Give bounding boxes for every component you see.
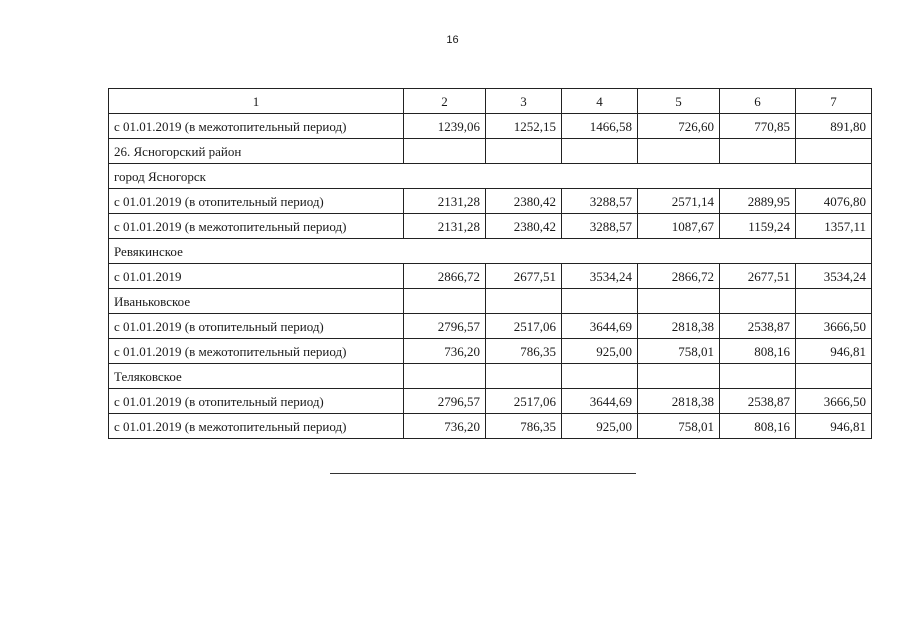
table-cell: 946,81: [796, 339, 872, 364]
row-label: с 01.01.2019 (в отопительный период): [109, 314, 404, 339]
table-cell: 1357,11: [796, 214, 872, 239]
table-row: [109, 289, 872, 314]
table-cell: 1466,58: [562, 114, 638, 139]
table-cell: 2517,06: [486, 314, 562, 339]
table-cell: 3644,69: [562, 314, 638, 339]
row-label: Иваньковское: [109, 289, 404, 314]
column-header: 1: [109, 89, 404, 114]
table-row: [109, 139, 872, 164]
table-cell: [486, 139, 562, 164]
row-label: с 01.01.2019 (в межотопительный период): [109, 339, 404, 364]
table-cell: 2889,95: [720, 189, 796, 214]
table-cell: [404, 289, 486, 314]
column-header: 5: [638, 89, 720, 114]
table-cell: 758,01: [638, 339, 720, 364]
table-cell: 3666,50: [796, 314, 872, 339]
table-cell: [562, 289, 638, 314]
row-label: город Ясногорск: [109, 164, 872, 189]
table-cell: 2866,72: [638, 264, 720, 289]
table-header-row: [109, 89, 872, 114]
table-cell: 786,35: [486, 414, 562, 439]
row-label: с 01.01.2019 (в отопительный период): [109, 189, 404, 214]
table-cell: [562, 364, 638, 389]
table-cell: 1087,67: [638, 214, 720, 239]
table-cell: 736,20: [404, 414, 486, 439]
table-cell: 808,16: [720, 414, 796, 439]
page-number: 16: [446, 34, 459, 46]
table-cell: 3288,57: [562, 214, 638, 239]
column-header: 7: [796, 89, 872, 114]
table-cell: 925,00: [562, 339, 638, 364]
table-cell: 2538,87: [720, 389, 796, 414]
table-row: [109, 314, 872, 339]
table-cell: 2796,57: [404, 314, 486, 339]
table-cell: 2538,87: [720, 314, 796, 339]
column-header: 4: [562, 89, 638, 114]
table-row: [109, 214, 872, 239]
table-cell: [720, 139, 796, 164]
table-cell: [486, 364, 562, 389]
table-cell: [404, 364, 486, 389]
table-cell: 1252,15: [486, 114, 562, 139]
bottom-divider: [330, 473, 636, 474]
table-cell: 2380,42: [486, 189, 562, 214]
table-cell: 4076,80: [796, 189, 872, 214]
table-row: [109, 114, 872, 139]
table-cell: [796, 139, 872, 164]
column-header: 2: [404, 89, 486, 114]
table-cell: 2131,28: [404, 189, 486, 214]
table-row: [109, 364, 872, 389]
tariff-table: [108, 88, 872, 439]
table-cell: 786,35: [486, 339, 562, 364]
row-label: с 01.01.2019 (в отопительный период): [109, 389, 404, 414]
table-cell: 2818,38: [638, 314, 720, 339]
table-row: [109, 264, 872, 289]
table-cell: 925,00: [562, 414, 638, 439]
table-cell: 758,01: [638, 414, 720, 439]
table-cell: 770,85: [720, 114, 796, 139]
table-cell: [638, 364, 720, 389]
table-cell: 808,16: [720, 339, 796, 364]
table-cell: 2571,14: [638, 189, 720, 214]
table-cell: 726,60: [638, 114, 720, 139]
table-cell: 1239,06: [404, 114, 486, 139]
table-cell: [562, 139, 638, 164]
table-cell: 3644,69: [562, 389, 638, 414]
table-cell: 2796,57: [404, 389, 486, 414]
table-cell: [638, 289, 720, 314]
table-cell: 891,80: [796, 114, 872, 139]
table-cell: 1159,24: [720, 214, 796, 239]
table-cell: 2517,06: [486, 389, 562, 414]
table-cell: 3534,24: [562, 264, 638, 289]
table-cell: 2677,51: [720, 264, 796, 289]
row-label: 26. Ясногорский район: [109, 139, 404, 164]
table-row: [109, 339, 872, 364]
table-cell: 3666,50: [796, 389, 872, 414]
table-cell: 736,20: [404, 339, 486, 364]
table-cell: 2380,42: [486, 214, 562, 239]
table-row: [109, 164, 872, 189]
row-label: с 01.01.2019 (в межотопительный период): [109, 214, 404, 239]
table-cell: [796, 364, 872, 389]
table-cell: 2866,72: [404, 264, 486, 289]
row-label: с 01.01.2019 (в межотопительный период): [109, 414, 404, 439]
table-cell: 946,81: [796, 414, 872, 439]
column-header: 6: [720, 89, 796, 114]
table-cell: [638, 139, 720, 164]
row-label: Теляковское: [109, 364, 404, 389]
table-cell: 3288,57: [562, 189, 638, 214]
column-header: 3: [486, 89, 562, 114]
table-cell: [404, 139, 486, 164]
table-row: [109, 239, 872, 264]
table-cell: 3534,24: [796, 264, 872, 289]
table-cell: 2677,51: [486, 264, 562, 289]
row-label: Ревякинское: [109, 239, 872, 264]
row-label: с 01.01.2019: [109, 264, 404, 289]
table-cell: [720, 289, 796, 314]
row-label: с 01.01.2019 (в межотопительный период): [109, 114, 404, 139]
table-cell: [720, 364, 796, 389]
table-cell: [486, 289, 562, 314]
table-row: [109, 189, 872, 214]
table-row: [109, 389, 872, 414]
table-cell: 2818,38: [638, 389, 720, 414]
table-cell: [796, 289, 872, 314]
table-cell: 2131,28: [404, 214, 486, 239]
table-row: [109, 414, 872, 439]
